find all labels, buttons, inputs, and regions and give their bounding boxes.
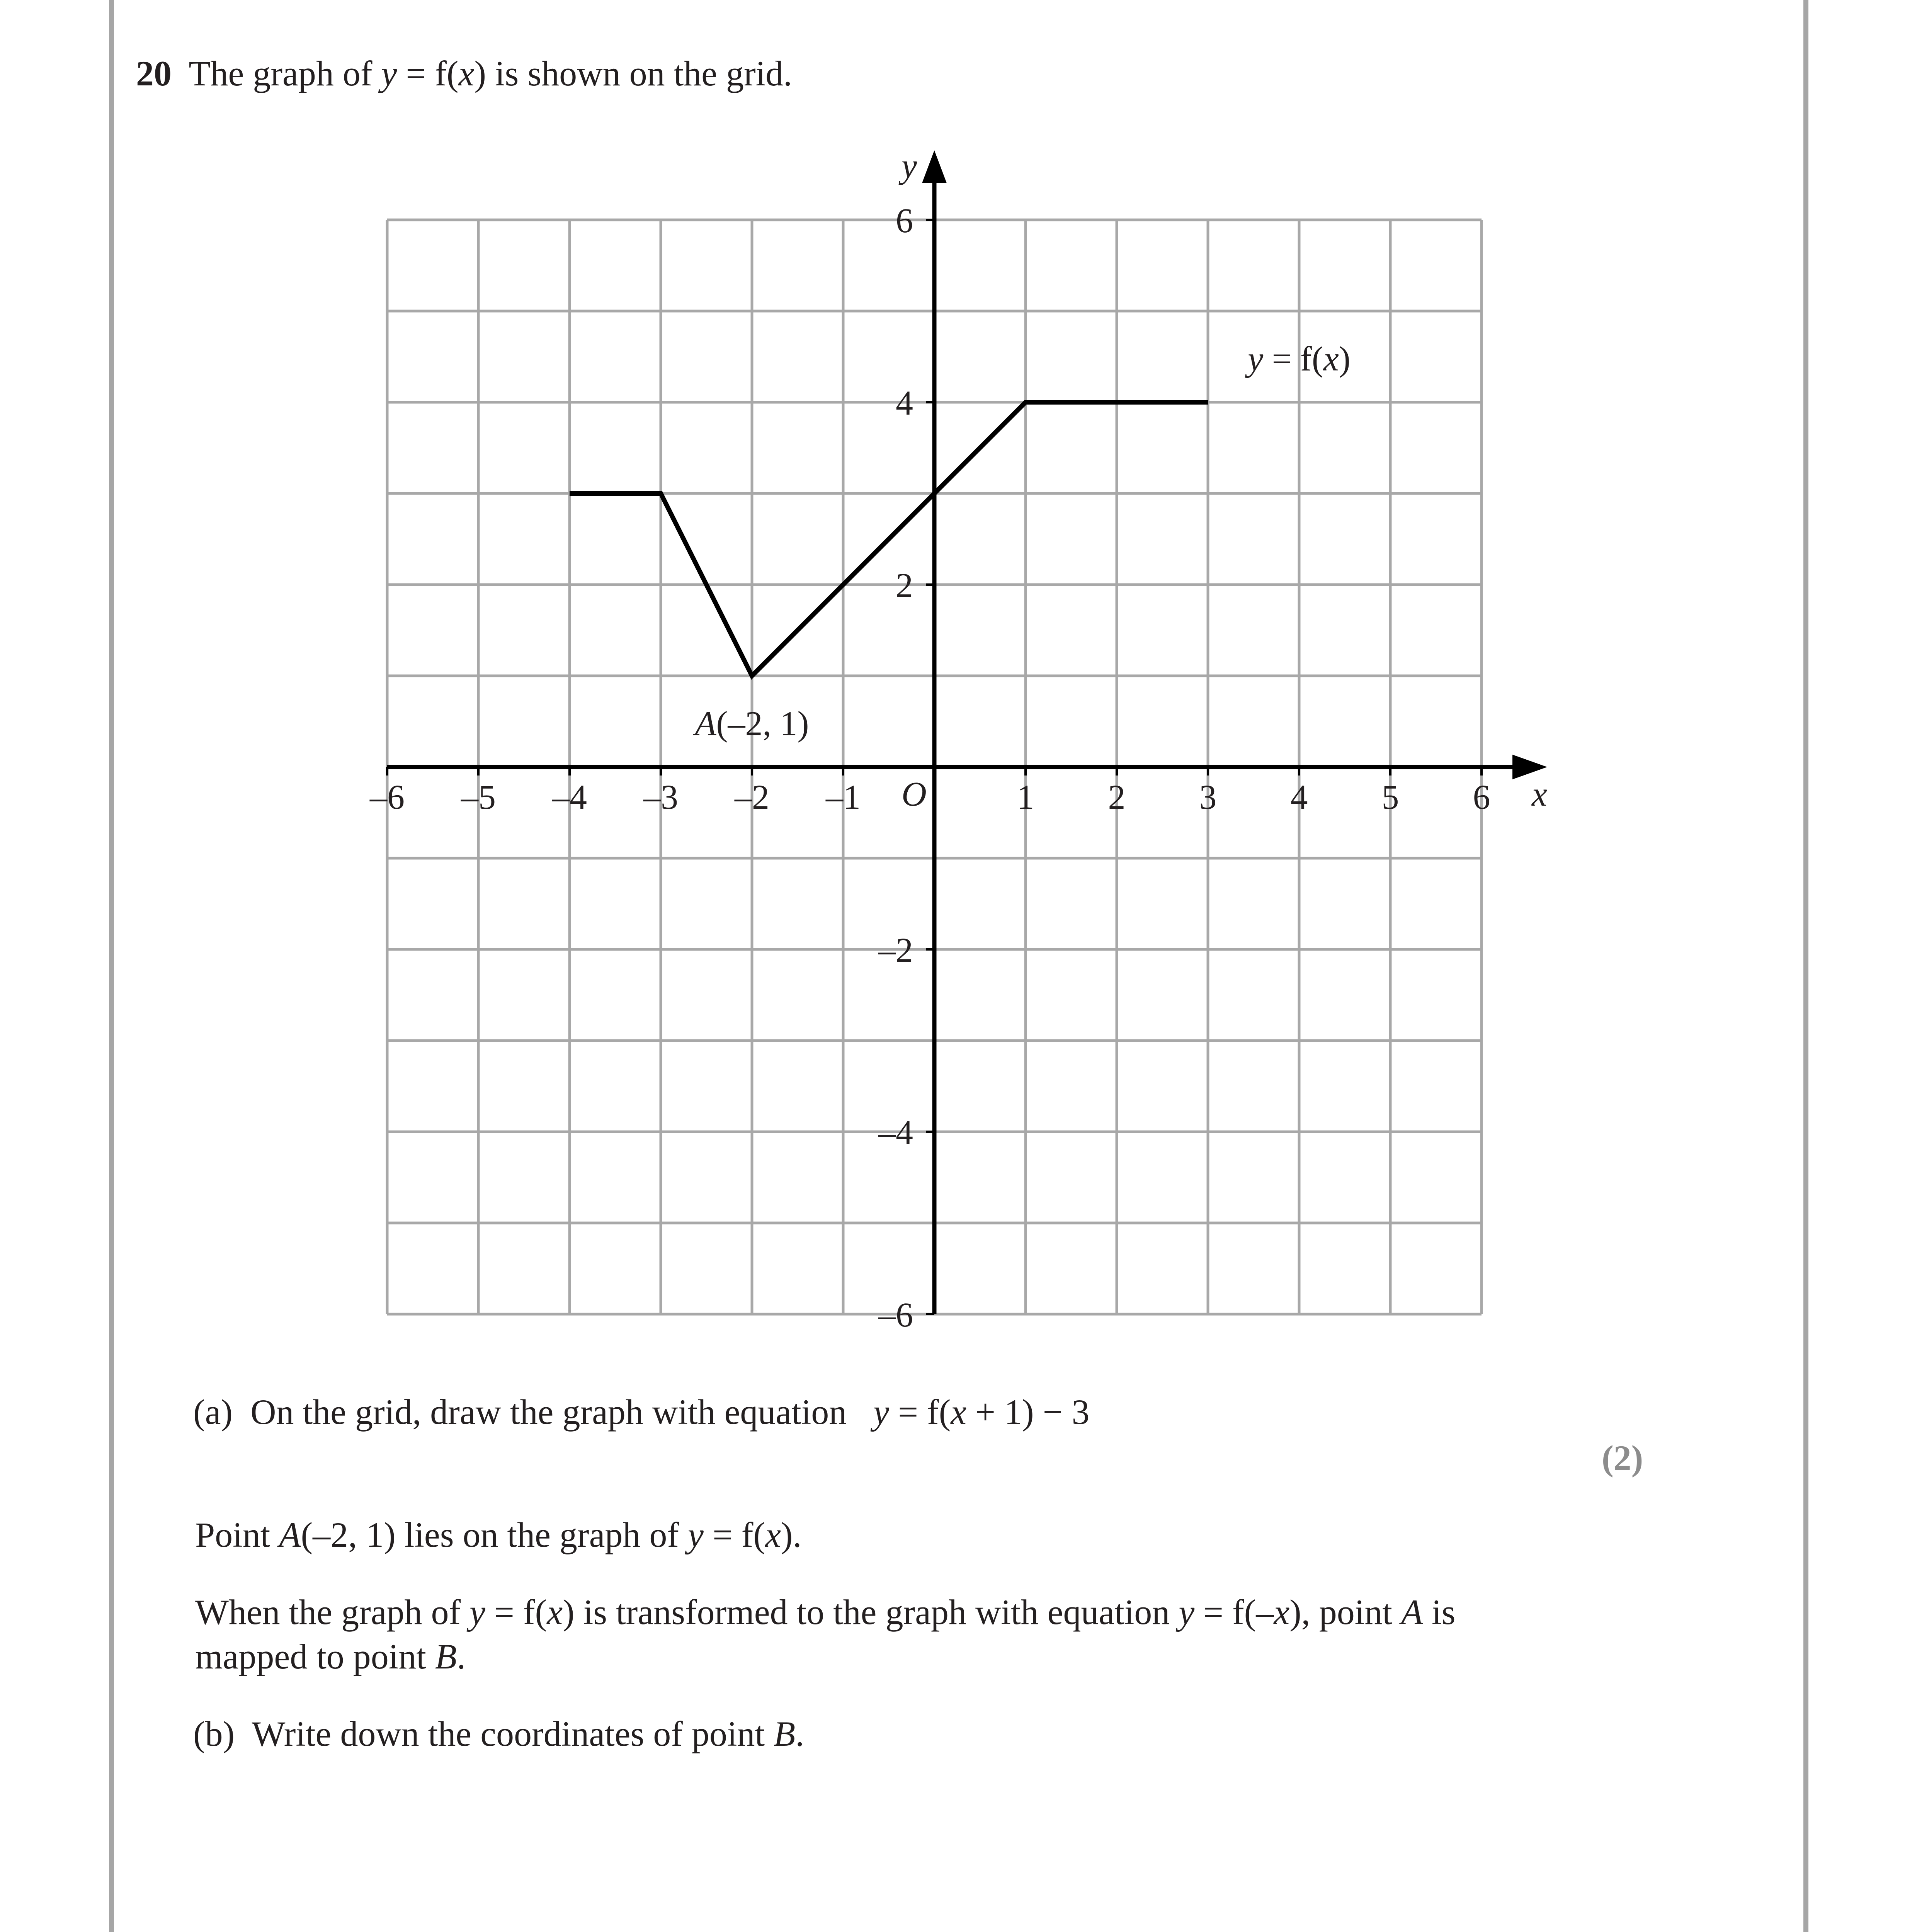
x-tick-label: 4 xyxy=(1290,778,1308,816)
x-tick-label: –5 xyxy=(461,778,496,816)
transform-statement-line1: When the graph of y = f(x) is transformed to the graph with equation y = f(–x), point A is xyxy=(195,1592,1456,1632)
part-b-text: Write down the coordinates of point B. xyxy=(252,1714,805,1753)
axes xyxy=(387,150,1547,1314)
x-tick-label: –1 xyxy=(826,778,861,816)
x-tick-label: 3 xyxy=(1199,778,1217,816)
point-a-label: A(–2, 1) xyxy=(695,704,809,743)
x-tick-label: 5 xyxy=(1381,778,1399,816)
question-number: 20 xyxy=(136,54,172,93)
point-statement: Point A(–2, 1) lies on the graph of y = f(x). xyxy=(195,1515,802,1554)
x-tick-label: 1 xyxy=(1017,778,1034,816)
x-tick-label: –4 xyxy=(552,778,587,816)
y-tick-label: –4 xyxy=(878,1114,913,1152)
x-tick-label: –2 xyxy=(735,778,769,816)
y-tick-label: 6 xyxy=(896,202,913,240)
y-tick-label: 4 xyxy=(896,384,913,422)
y-axis-arrow xyxy=(922,150,947,183)
function-curve xyxy=(570,402,1208,676)
y-tick-label: 2 xyxy=(896,566,913,605)
y-tick-label: –6 xyxy=(878,1296,913,1333)
part-a-equation: y = f(x + 1) − 3 xyxy=(873,1392,1090,1432)
origin-label: O xyxy=(902,775,927,813)
x-tick-label: –6 xyxy=(370,778,405,816)
transform-statement-line2: mapped to point B. xyxy=(195,1637,466,1676)
part-a-question xyxy=(193,1392,1090,1433)
x-axis-label: x xyxy=(1532,775,1547,813)
question-intro: The graph of y = f(x) is shown on the grid. xyxy=(189,54,793,93)
part-b-label: (b) xyxy=(193,1714,235,1753)
y-axis-label: y xyxy=(902,147,917,185)
part-b-question xyxy=(193,1714,804,1755)
x-tick-label: –3 xyxy=(643,778,678,816)
x-tick-label: 2 xyxy=(1108,778,1126,816)
part-a-label: (a) xyxy=(193,1392,233,1432)
curve-label: y = f(x) xyxy=(1248,340,1351,378)
part-a-text: On the grid, draw the graph with equation xyxy=(250,1392,847,1432)
part-a-marks: (2) xyxy=(1602,1438,1643,1478)
curve-line-f xyxy=(570,402,1208,676)
y-tick-label: –2 xyxy=(878,931,913,969)
x-tick-label: 6 xyxy=(1473,778,1490,816)
